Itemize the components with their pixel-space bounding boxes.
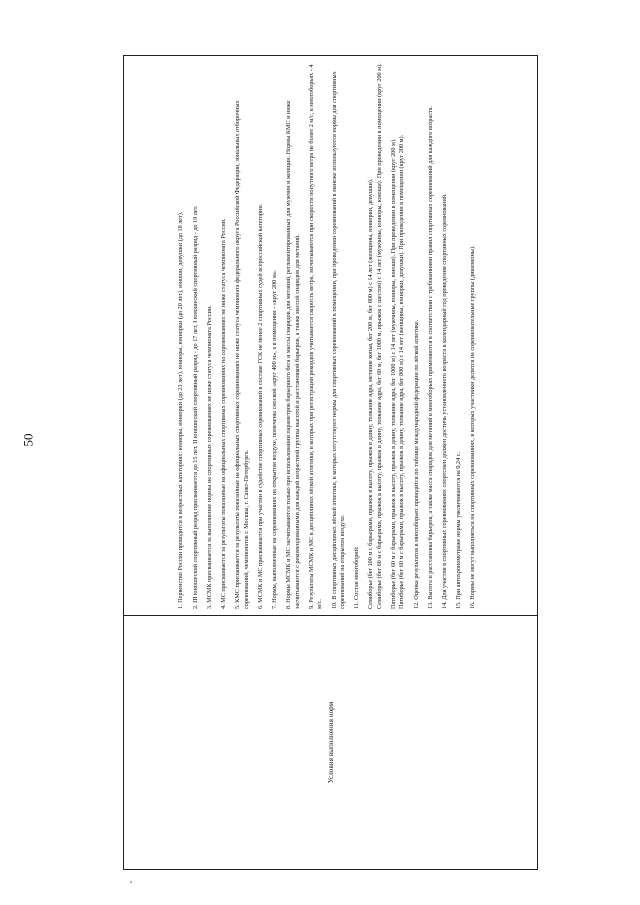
rule-item: Пятиборье (бег 60 м с барьерами, прыжок в высоту, прыжок в длину, толкание ядра, бег 1000 м) с 14 лет (мужчины, юниоры, юноши). При проведении в помещении (круг 200 м). (389, 138, 397, 609)
page-number: 50 (20, 433, 36, 447)
rule-item: 16. Нормы не могут выполняться на спортивных соревнованиях, в которых участники делятся на соревновательные группы (дивизионы). (469, 245, 477, 609)
rule-item: 7. Нормы, выполненные на соревнованиях на открытом воздухе, помечены сноской «круг 400 м», а в помещении - «круг 200 м». (271, 269, 279, 609)
rule-item: 11. Состав многоборий: (353, 546, 361, 609)
conditions-label: Условия выполнения норм (326, 701, 335, 784)
rule-item: Пятиборье (бег 60 м с барьерами, прыжок в высоту, прыжок в длину, толкание ядра, бег 800 м) с 14 лет (женщины, юниорки, девушки). При проведении в помещении (круг 200 м). (398, 134, 406, 609)
rule-item: 14. Для участия в спортивных соревнованиях спортсмен должен достичь установленного возраста в календарный год проведения спортивных соревнований. (440, 193, 448, 609)
rule-item: Семиборье (бег 60 м с барьерами, прыжок в высоту, прыжок в длину, толкание ядра, бег 60 м, бег 1000 м, прыжок с шестом) с 14 лет (мужчины, юниоры, юноши). При проведении в помещении (круг 200 м). (375, 63, 383, 609)
rule-item: 9. Результаты МСМК и МС в дисциплинах лёгкой атлетики, в которых при регистрации рекордов учитывается скорость ветра, засчитываются при скорости попутного ветра не более 2 м/с, в многоборьях - 4 м/с. (307, 64, 324, 609)
rule-item: 12. Оценка результатов в многоборьях проводится по таблице международной федерации по лёгкой атлетике. (412, 319, 420, 609)
rule-item: 6. МСМК и МС присваивается при участии в судействе спортивных соревнований в составе ГСК не менее 2 спортивных судей всероссийской категории. (256, 203, 264, 609)
rule-item: 10. В спортивных дисциплинах лёгкой атлетики, в которых отсутствуют нормы для спортивных соревнований в помещении, при проведении соревнований в манеже используются нормы для спортивных соревнований на открытом воздухе. (330, 71, 346, 609)
rule-item: Семиборье (бег 100 м с барьерами, прыжок в высоту, прыжок в длину, толкание ядра, метание копья, бег 200 м, бег 800 м) с 14 лет (женщины, юниорки, девушки). (367, 178, 375, 609)
norms-conditions-table (123, 55, 538, 870)
rule-item: 3. МСМК присваивается за выполнение нормы на спортивных соревнованиях не ниже статуса чемпионата России. (205, 305, 213, 609)
rule-item: 15. При автохронометраже нормы увеличиваются на 0,24 с. (455, 451, 463, 609)
conditions-label-cell (124, 616, 538, 870)
rule-item: 1. Первенство России проводится в возрастных категориях: юниоры, юниорки (до 23 лет), юниоры, юниорки (до 20 лет), юноши, девушки (до 18 лет). (177, 211, 185, 609)
table-row (124, 56, 538, 870)
rule-item: 2. III юношеский спортивный разряд присваивается до 15 лет, II юношеский спортивный разряд - до 17 лет, I юношеский спортивный разряд - до 19 лет. (191, 205, 199, 609)
rules-list (177, 62, 477, 609)
rule-item: 13. Высота и расстановка барьеров, а также масса снарядов для метаний в многоборьях применяются в соответствии с требованиями правил спортивных соревнований для каждого возраста. (426, 105, 434, 609)
rule-item: 5. КМС присваивается за результаты показанные на официальных спортивных соревнованиях не ниже статуса чемпионата федерального округа Российской Федерации, зональных отборочных соревнований, чемпионатов г. Москвы, г. Санкт-Петербурга. (234, 100, 250, 609)
norms-table-container (123, 55, 538, 870)
scan-speck (130, 881, 132, 883)
rule-item: 4. МС присваивается за результаты показанные на официальных спортивных соревнованиях на соревнованиях не ниже статуса чемпионата России. (220, 218, 228, 609)
rule-item: 8. Нормы МСМК и МС засчитываются только при использовании параметров барьерного бега и массы снарядов для метаний, регламентированных для мужчин и женщин. Нормы КМС и ниже засчитываются с рекомендованными для каждой возрастной группы высотой и расстановкой барьеров, а также массой снарядов для метаний. (285, 100, 301, 609)
conditions-rules-cell (124, 56, 538, 616)
